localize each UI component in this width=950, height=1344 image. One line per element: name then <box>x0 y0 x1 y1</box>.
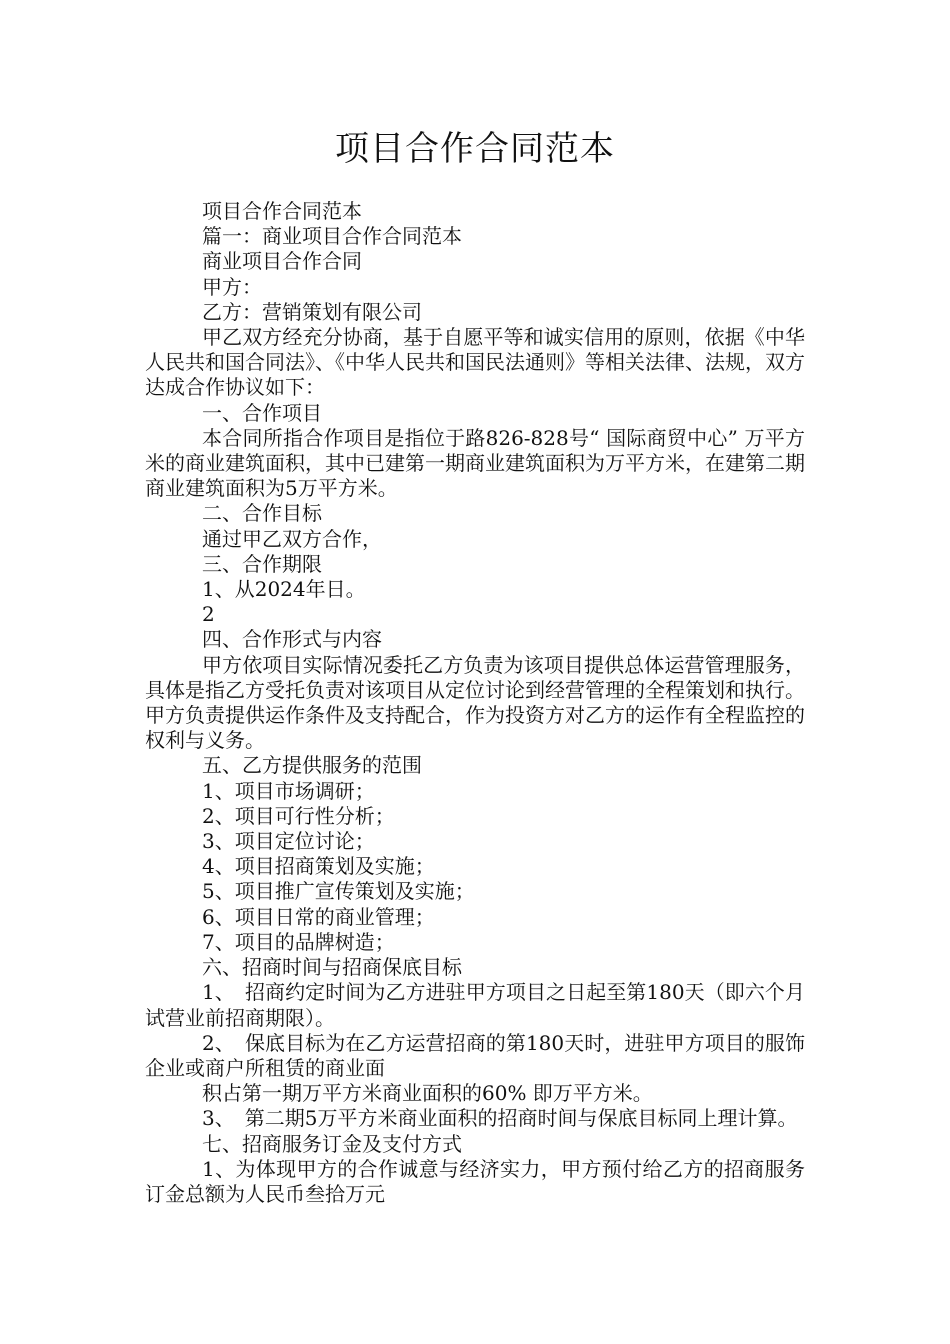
list-item: 7、项目的品牌树造； <box>202 929 395 954</box>
paragraph: 甲乙双方经充分协商，基于自愿平等和诚实信用的原则，依据《中华人民共和国合同法》、《中华人民共和国民法通则》等相关法律、法规，双方达成合作协议如下： <box>145 325 805 400</box>
section-heading: 二、合作目标 <box>202 501 322 526</box>
document-title: 项目合作合同范本 <box>335 129 615 169</box>
section-heading: 三、合作期限 <box>202 551 322 576</box>
paragraph: 篇一：商业项目合作合同范本 <box>202 224 462 249</box>
list-item: 4、项目招商策划及实施； <box>202 854 435 879</box>
paragraph: 2、 保底目标为在乙方运营招商的第180天时，进驻甲方项目的服饰企业或商户所租赁的商业面 <box>145 1030 805 1080</box>
list-item: 6、项目日常的商业管理； <box>202 904 435 929</box>
section-heading: 一、合作项目 <box>202 400 322 425</box>
paragraph: 本合同所指合作项目是指位于路826-828号“ 国际商贸中心” 万平方米的商业建筑面积，其中已建第一期商业建筑面积为万平方米，在建第二期商业建筑面积为5万平方米。 <box>145 425 805 501</box>
section-heading: 五、乙方提供服务的范围 <box>202 753 422 778</box>
paragraph: 乙方：营销策划有限公司 <box>202 299 422 324</box>
paragraph: 甲方依项目实际情况委托乙方负责为该项目提供总体运营管理服务，具体是指乙方受托负责对该项目从定位讨论到经营管理的全程策划和执行。甲方负责提供运作条件及支持配合，作为投资方对乙方的运作有全程监控的权利与义务。 <box>145 652 805 753</box>
section-heading: 四、合作形式与内容 <box>202 627 382 652</box>
paragraph: 商业项目合作合同 <box>202 249 362 274</box>
list-item: 5、项目推广宣传策划及实施； <box>202 879 475 904</box>
document-body <box>145 199 805 1207</box>
list-item: 3、项目定位讨论； <box>202 829 375 854</box>
paragraph: 通过甲乙双方合作， <box>202 526 382 551</box>
paragraph: 项目合作合同范本 <box>202 199 362 223</box>
paragraph: 3、 第二期5万平方米商业面积的招商时间与保底目标同上理计算。 <box>202 1106 798 1131</box>
section-heading: 六、招商时间与招商保底目标 <box>202 955 462 980</box>
list-item: 1、项目市场调研； <box>202 778 375 803</box>
paragraph: 1、 招商约定时间为乙方进驻甲方项目之日起至第180天（即六个月试营业前招商期限）。 <box>145 980 805 1030</box>
paragraph: 甲方： <box>202 274 262 299</box>
paragraph: 1、从2024年日。 <box>202 577 366 602</box>
paragraph: 1、为体现甲方的合作诚意与经济实力，甲方预付给乙方的招商服务订金总额为人民币叁拾万元 <box>145 1156 805 1206</box>
paragraph: 2 <box>202 602 215 627</box>
list-item: 2、项目可行性分析； <box>202 803 395 828</box>
paragraph: 积占第一期万平方米商业面积的60% 即万平方米。 <box>202 1081 653 1106</box>
section-heading: 七、招商服务订金及支付方式 <box>202 1131 462 1156</box>
